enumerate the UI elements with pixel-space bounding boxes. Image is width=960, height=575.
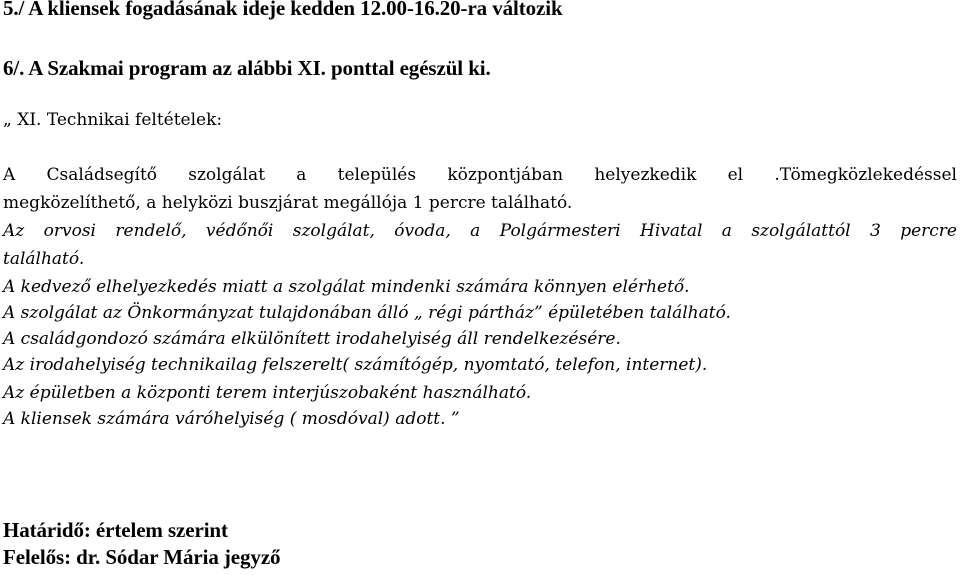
body-line-2: megközelíthető, a helyközi buszjárat megállója 1 percre található. <box>3 193 573 213</box>
deadline-line: Határidő: értelem szerint <box>3 518 228 542</box>
body-line-10: A kliensek számára váróhelyiség ( mosdóval) adott. ” <box>3 409 460 429</box>
body-line-4: található. <box>3 249 85 269</box>
body-line-9: Az épületben a központi terem interjúszobaként használható. <box>3 383 532 403</box>
body-line-1: A Családsegítő szolgálat a település központjában helyezkedik el .Tömegközlekedéssel <box>3 165 957 185</box>
body-line-3: Az orvosi rendelő, védőnői szolgálat, óvoda, a Polgármesteri Hivatal a szolgálattól 3 percre <box>3 221 957 241</box>
item-6-line: 6/. A Szakmai program az alábbi XI. ponttal egészül ki. <box>3 56 491 80</box>
body-line-6: A szolgálat az Önkormányzat tulajdonában álló „ régi pártház” épületében található. <box>3 303 731 323</box>
item-5-line: 5./ A kliensek fogadásának ideje kedden 12.00-16.20-ra változik <box>3 0 563 20</box>
section-heading: „ XI. Technikai feltételek: <box>3 110 223 130</box>
body-line-7: A családgondozó számára elkülönített irodahelyiség áll rendelkezésére. <box>3 329 621 349</box>
responsible-line: Felelős: dr. Sódar Mária jegyző <box>3 545 281 569</box>
body-line-5: A kedvező elhelyezkedés miatt a szolgálat mindenki számára könnyen elérhető. <box>3 277 690 297</box>
body-line-8: Az irodahelyiség technikailag felszerelt( számítógép, nyomtató, telefon, internet). <box>3 355 708 375</box>
